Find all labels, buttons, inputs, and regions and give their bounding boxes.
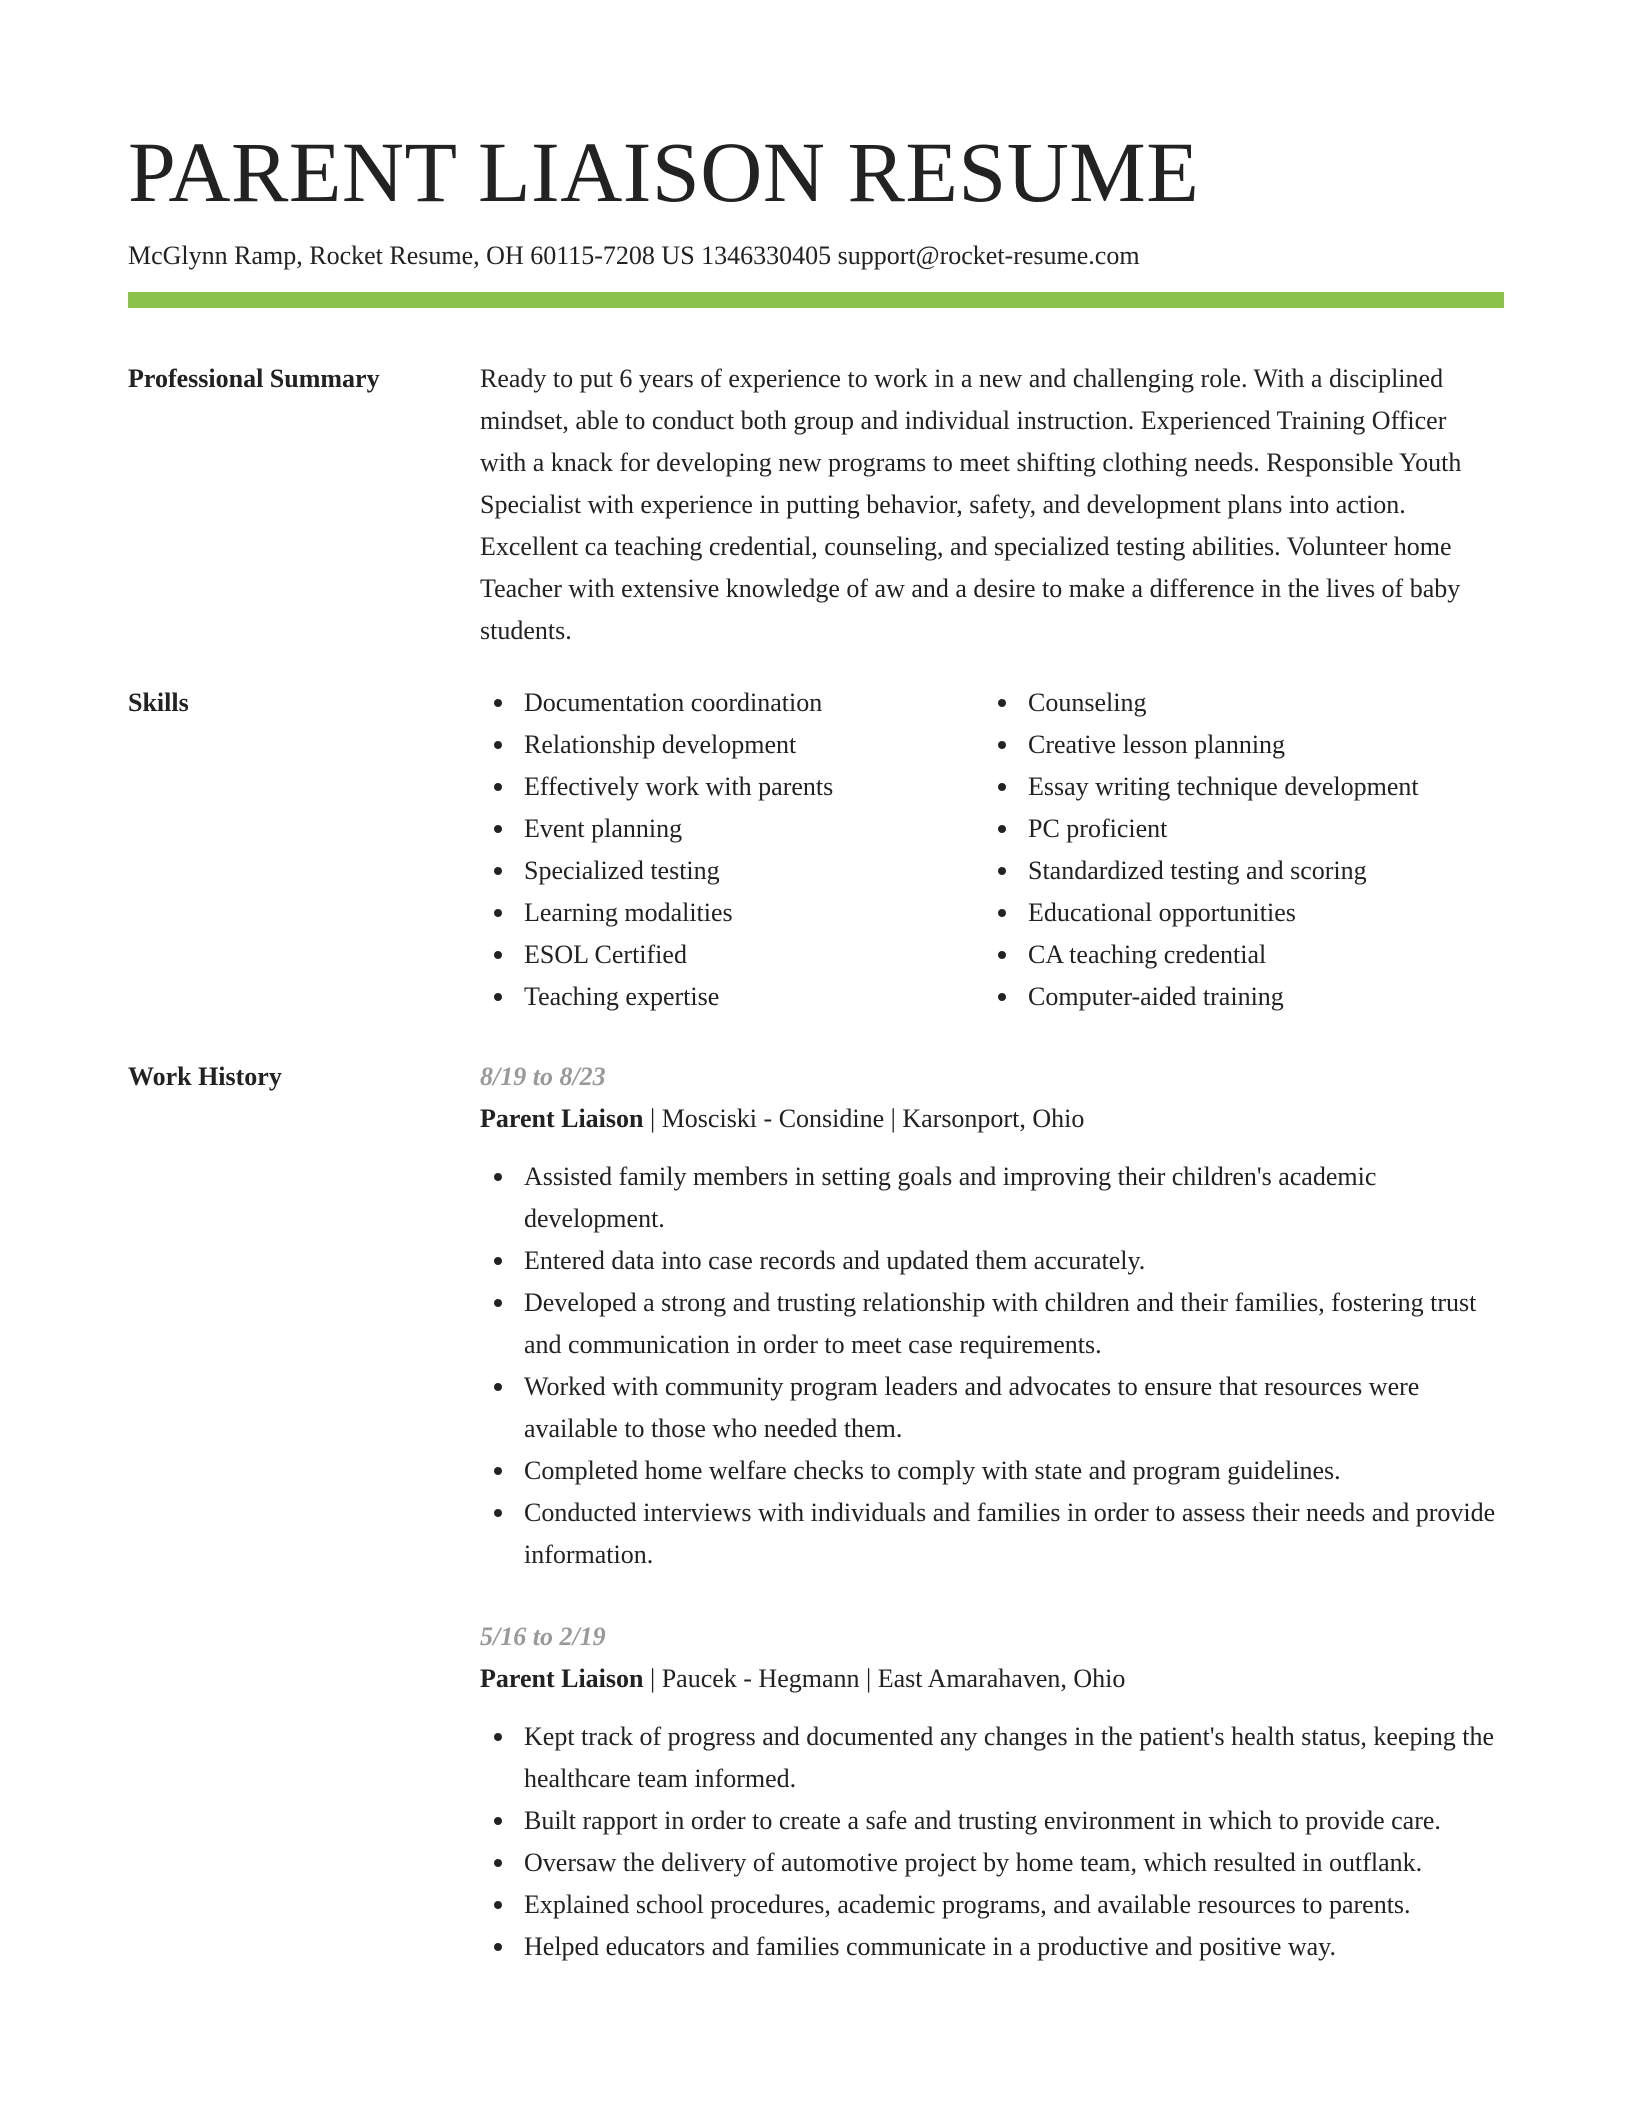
bullet-icon: [998, 825, 1006, 833]
bullet-icon: [494, 951, 502, 959]
work-history-heading: Work History: [128, 1062, 282, 1091]
skill-text: Learning modalities: [524, 898, 733, 927]
job-header: [480, 1098, 1504, 1140]
bullet-icon: [494, 1901, 502, 1909]
bullet-icon: [998, 951, 1006, 959]
job-bullet-list: [480, 1716, 1504, 1968]
skill-item: [480, 682, 984, 724]
skill-item: [984, 892, 1484, 934]
job-title: Parent Liaison: [480, 1104, 644, 1133]
skill-item: [480, 976, 984, 1018]
bullet-icon: [998, 783, 1006, 791]
skills-columns: [480, 682, 1504, 1018]
job-bullet-text: Developed a strong and trusting relationship with children and their families, fostering trust and communication in order to meet case requirements.: [524, 1288, 1477, 1359]
skill-item: [480, 892, 984, 934]
summary-text: Ready to put 6 years of experience to work in a new and challenging role. With a disciplined mindset, able to conduct both group and individual instruction. Experienced Training Officer with a knack for developing new programs to meet shifting clothing needs. Responsible Youth Specialist with experience in putting behavior, safety, and development plans into action. Excellent ca teaching credential, counseling, and specialized testing abilities. Volunteer home Teacher with extensive knowledge of aw and a desire to make a difference in the lives of baby students.: [480, 364, 1462, 645]
resume-title: PARENT LIAISON RESUME: [128, 124, 1200, 220]
bullet-icon: [494, 1299, 502, 1307]
job-bullet: [480, 1156, 1504, 1240]
bullet-icon: [494, 699, 502, 707]
job-bullet: [480, 1282, 1504, 1366]
job-bullet-text: Conducted interviews with individuals and families in order to assess their needs and provide information.: [524, 1498, 1496, 1569]
bullet-icon: [494, 1733, 502, 1741]
skill-item: [984, 808, 1484, 850]
skill-text: Essay writing technique development: [1028, 772, 1419, 801]
job-bullet-text: Kept track of progress and documented any changes in the patient's health status, keeping the healthcare team informed.: [524, 1722, 1494, 1793]
job-bullet-text: Completed home welfare checks to comply with state and program guidelines.: [524, 1456, 1341, 1485]
work-history-section: [128, 1056, 1504, 1968]
job-bullet: [480, 1800, 1504, 1842]
summary-section: [128, 358, 1504, 652]
skills-list-right: [984, 682, 1484, 1018]
bullet-icon: [494, 867, 502, 875]
job-bullet: [480, 1884, 1504, 1926]
bullet-icon: [494, 1817, 502, 1825]
skill-item: [984, 850, 1484, 892]
skill-text: Effectively work with parents: [524, 772, 834, 801]
bullet-icon: [494, 741, 502, 749]
job-bullet: [480, 1842, 1504, 1884]
bullet-icon: [494, 1257, 502, 1265]
skill-text: Computer-aided training: [1028, 982, 1284, 1011]
accent-divider: [128, 292, 1504, 308]
bullet-icon: [494, 1509, 502, 1517]
bullet-icon: [998, 741, 1006, 749]
bullet-icon: [998, 699, 1006, 707]
job-entry: [480, 1056, 1504, 1576]
skill-item: [984, 724, 1484, 766]
skill-item: [984, 976, 1484, 1018]
job-bullet-list: [480, 1156, 1504, 1576]
skill-item: [984, 934, 1484, 976]
summary-heading: Professional Summary: [128, 364, 380, 393]
skills-heading: Skills: [128, 688, 189, 717]
job-bullet-text: Assisted family members in setting goals and improving their children's academic development.: [524, 1162, 1377, 1233]
skill-item: [480, 808, 984, 850]
bullet-icon: [494, 993, 502, 1001]
job-bullet: [480, 1450, 1504, 1492]
job-details: | Mosciski - Considine | Karsonport, Ohio: [643, 1104, 1085, 1133]
contact-line: McGlynn Ramp, Rocket Resume, OH 60115-7208 US 1346330405 support@rocket-resume.com: [128, 241, 1140, 270]
job-bullet-text: Worked with community program leaders and advocates to ensure that resources were available to those who needed them.: [524, 1372, 1420, 1443]
skill-item: [480, 724, 984, 766]
bullet-icon: [998, 909, 1006, 917]
skill-text: Specialized testing: [524, 856, 720, 885]
bullet-icon: [494, 825, 502, 833]
job-bullet: [480, 1716, 1504, 1800]
work-history-body: [480, 1056, 1504, 1968]
skill-text: Documentation coordination: [524, 688, 823, 717]
job-title: Parent Liaison: [480, 1664, 644, 1693]
skill-item: [480, 934, 984, 976]
skill-item: [984, 682, 1484, 724]
bullet-icon: [494, 1383, 502, 1391]
job-bullet: [480, 1926, 1504, 1968]
bullet-icon: [494, 1943, 502, 1951]
skill-text: Relationship development: [524, 730, 797, 759]
skill-item: [480, 766, 984, 808]
summary-body: [480, 358, 1504, 652]
skills-body: [480, 682, 1504, 1018]
skill-text: Educational opportunities: [1028, 898, 1296, 927]
bullet-icon: [998, 867, 1006, 875]
bullet-icon: [494, 1173, 502, 1181]
job-dates: 8/19 to 8/23: [480, 1062, 606, 1091]
job-bullet-text: Oversaw the delivery of automotive project by home team, which resulted in outflank.: [524, 1848, 1423, 1877]
skill-text: Counseling: [1028, 688, 1147, 717]
bullet-icon: [494, 1467, 502, 1475]
job-header: [480, 1658, 1504, 1700]
skills-list-left: [480, 682, 984, 1018]
job-bullet-text: Built rapport in order to create a safe and trusting environment in which to provide care.: [524, 1806, 1441, 1835]
skill-item: [984, 766, 1484, 808]
job-bullet: [480, 1492, 1504, 1576]
skill-text: ESOL Certified: [524, 940, 687, 969]
skill-text: Teaching expertise: [524, 982, 720, 1011]
job-details: | Paucek - Hegmann | East Amarahaven, Ohio: [643, 1664, 1126, 1693]
skills-section: [128, 682, 1504, 1018]
skill-text: PC proficient: [1028, 814, 1168, 843]
bullet-icon: [494, 909, 502, 917]
job-bullet-text: Explained school procedures, academic programs, and available resources to parents.: [524, 1890, 1411, 1919]
skill-text: Standardized testing and scoring: [1028, 856, 1367, 885]
bullet-icon: [494, 783, 502, 791]
bullet-icon: [494, 1859, 502, 1867]
skill-text: Creative lesson planning: [1028, 730, 1286, 759]
job-bullet: [480, 1366, 1504, 1450]
skill-text: Event planning: [524, 814, 683, 843]
resume-page: [128, 120, 1504, 1968]
skill-text: CA teaching credential: [1028, 940, 1267, 969]
job-bullet-text: Entered data into case records and updated them accurately.: [524, 1246, 1146, 1275]
job-bullet-text: Helped educators and families communicate in a productive and positive way.: [524, 1932, 1336, 1961]
skill-item: [480, 850, 984, 892]
bullet-icon: [998, 993, 1006, 1001]
job-entry: [480, 1616, 1504, 1968]
job-dates: 5/16 to 2/19: [480, 1622, 606, 1651]
job-bullet: [480, 1240, 1504, 1282]
